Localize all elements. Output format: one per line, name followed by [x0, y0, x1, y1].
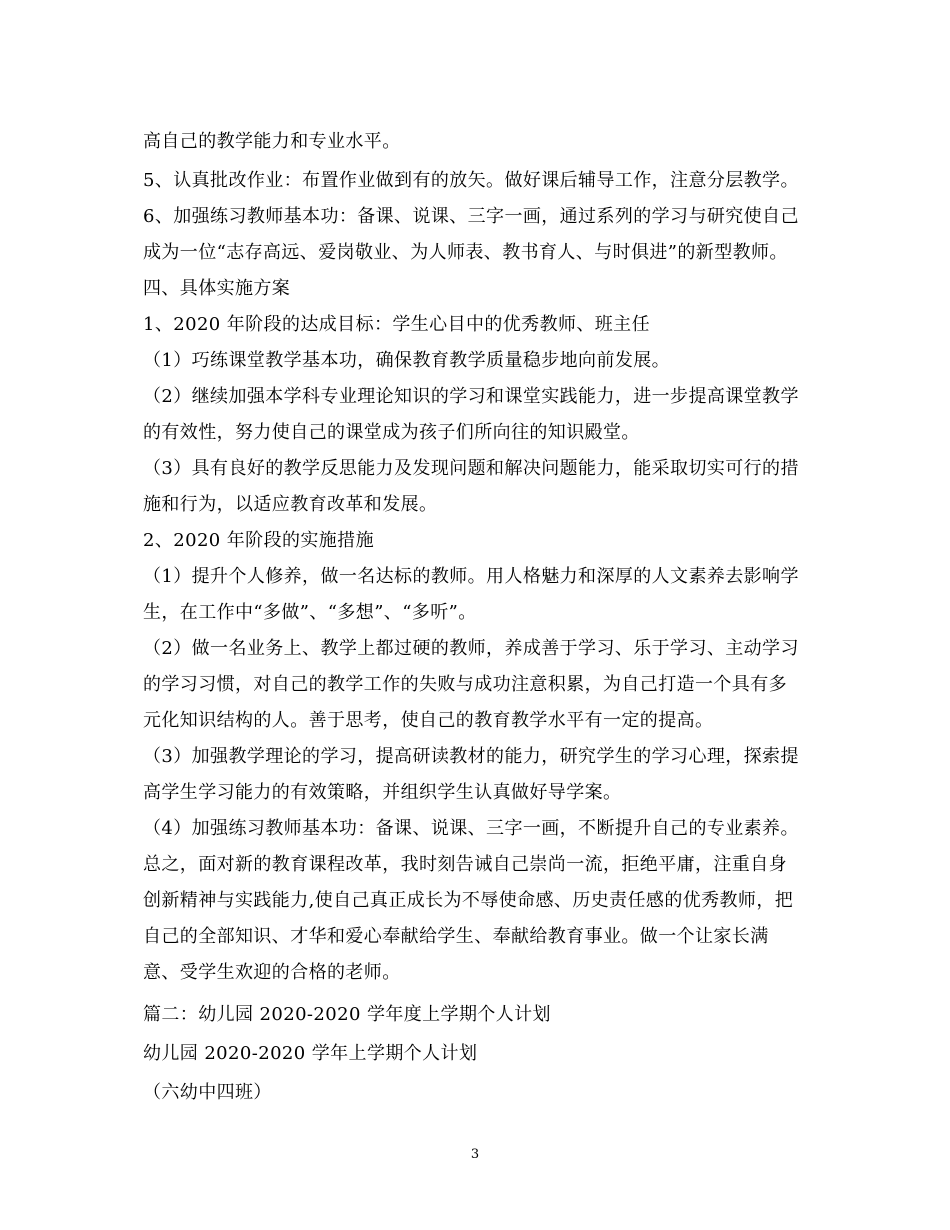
text-line: （4）加强练习教师基本功：备课、说课、三字一画，不断提升自己的专业素养。	[143, 818, 799, 839]
text-line: 意、受学生欢迎的合格的老师。	[143, 962, 401, 983]
section-heading: 篇二：幼儿园 2020-2020 学年度上学期个人计划	[143, 1004, 551, 1025]
document-subtitle: 幼儿园 2020-2020 学年上学期个人计划	[143, 1043, 478, 1064]
section-heading: 四、具体实施方案	[143, 278, 291, 299]
text-line: 2、2020 年阶段的实施措施	[143, 530, 374, 551]
text-line: （1）巧练课堂教学基本功，确保教育教学质量稳步地向前发展。	[143, 350, 671, 371]
text-line: 自己的全部知识、才华和爱心奉献给学生、奉献给教育事业。做一个让家长满	[143, 926, 769, 947]
text-line: 总之，面对新的教育课程改革，我时刻告诫自己崇尚一流，拒绝平庸，注重自身	[143, 854, 787, 875]
page-number: 3	[470, 1147, 480, 1162]
text-line: （3）加强教学理论的学习，提高研读教材的能力，研究学生的学习心理，探索提	[143, 746, 799, 767]
text-line: 创新精神与实践能力,使自己真正成长为不辱使命感、历史责任感的优秀教师，把	[143, 890, 794, 911]
text-line: 高学生学习能力的有效策略，并组织学生认真做好导学案。	[143, 782, 622, 803]
text-line: 高自己的教学能力和专业水平。	[143, 131, 401, 152]
text-line: 1、2020 年阶段的达成目标：学生心目中的优秀教师、班主任	[143, 314, 650, 335]
text-line: （3）具有良好的教学反思能力及发现问题和解决问题能力，能采取切实可行的措	[143, 458, 799, 479]
text-line: 生，在工作中“多做”、“多想”、“多听”。	[143, 602, 477, 623]
text-line: 6、加强练习教师基本功：备课、说课、三字一画，通过系列的学习与研究使自己	[143, 206, 799, 227]
text-line: 元化知识结构的人。善于思考，使自己的教育教学水平有一定的提高。	[143, 710, 714, 731]
text-line: （2）继续加强本学科专业理论知识的学习和课堂实践能力，进一步提高课堂教学	[143, 386, 799, 407]
text-line: （1）提升个人修养，做一名达标的教师。用人格魅力和深厚的人文素养去影响学	[143, 566, 799, 587]
text-line: 施和行为，以适应教育改革和发展。	[143, 494, 438, 515]
text-line: 成为一位“志存高远、爱岗敬业、为人师表、教书育人、与时俱进”的新型教师。	[143, 242, 788, 263]
class-label: （六幼中四班）	[143, 1082, 272, 1103]
text-line: （2）做一名业务上、教学上都过硬的教师，养成善于学习、乐于学习、主动学习	[143, 638, 799, 659]
text-line: 的有效性，努力使自己的课堂成为孩子们所向往的知识殿堂。	[143, 422, 640, 443]
text-line: 的学习习惯，对自己的教学工作的失败与成功注意积累，为自己打造一个具有多	[143, 674, 787, 695]
text-line: 5、认真批改作业：布置作业做到有的放矢。做好课后辅导工作，注意分层教学。	[143, 170, 799, 191]
